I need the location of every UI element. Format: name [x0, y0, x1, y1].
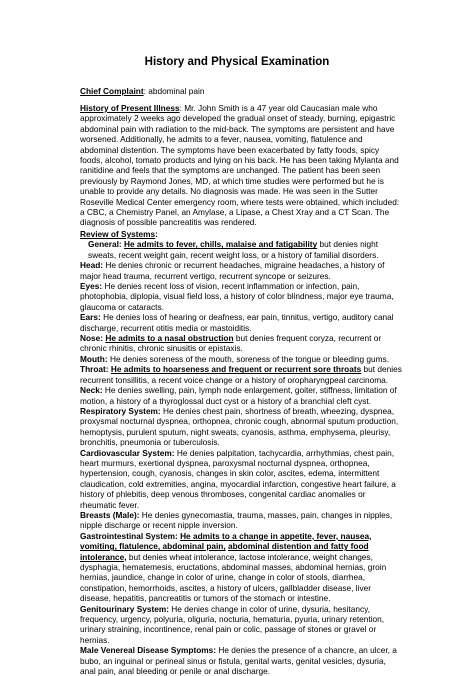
ros-mvd-label: Male Venereal Disease Symptoms: [80, 645, 217, 656]
ros-breasts [80, 510, 402, 531]
document-title: History and Physical Examination [144, 56, 330, 68]
ros-neck-text: He denies swelling, pain, lymph node enlargement, goiter, stiffness, limitation of motion, a history of a thyroglossal duct cyst or a history of a branchial cleft cyst. [80, 385, 397, 406]
ros-throat-emph: He admits to hoarseness and frequent or recurrent sore throats [110, 364, 362, 375]
ros-breasts-label: Breasts (Male): [80, 509, 140, 520]
ros-nose-label: Nose: [80, 333, 104, 344]
ros-mouth-text: He denies soreness of the mouth, soreness of the tongue or bleeding gums. [107, 353, 390, 364]
ros-ears [80, 312, 402, 333]
ros-heading [80, 229, 402, 239]
ros-respiratory-text: He denies chest pain, shortness of breath, wheezing, dyspnea, proxysmal nocturnal dyspnea, orthopnea, chronic cough, abnormal sputum production, hemoptysis, purulent sputum, night sweats, cyanosis, asthma, emphysema, pleurisy, bronchitis, pneumonia or tuberculosis. [80, 405, 399, 448]
ros-gi-emph-2: abdominal distention and fatty food intolerance, [80, 541, 369, 562]
ros-eyes-label: Eyes: [80, 281, 103, 292]
ros-general-label: General: [88, 239, 122, 250]
ros-general-emph: He admits to fever, chills, malaise and fatigability [123, 239, 318, 250]
ros-nose-emph: He admits to a nasal obstruction [105, 333, 234, 344]
ros-gu-label: Genitourinary System: [80, 603, 169, 614]
ros-throat-label: Throat: [80, 364, 109, 375]
ros-gastrointestinal [80, 531, 402, 604]
ros-breasts-text: He denies gynecomastia, trauma, masses, pain, changes in nipples, nipple discharge or recent nipple inversion. [80, 509, 393, 531]
ros-ears-label: Ears: [80, 312, 101, 323]
ros-ears-text: He denies loss of hearing or deafness, ear pain, tinnitus, vertigo, auditory canal discharge, recurrent otitis media or mastoiditis. [80, 312, 394, 333]
ros-gu-text: He denies change in color of urine, dysuria, hesitancy, frequency, urgency, polyuria, oliguria, nocturia, hematuria, pyuria, urinary retention, urinary straining, incontinence, renal pain or colic, passage of stones or gravel or hernias. [80, 603, 385, 645]
ros-male-venereal [80, 645, 402, 676]
ros-mouth [80, 354, 402, 364]
ros-general [80, 239, 402, 260]
ros-cardiovascular-text: He denies palpitation, tachycardia, arrhythmias, chest pain, heart murmurs, exertional dyspnea, paroxysmal nocturnal dyspnea, orthopnea, hypertension, cough, cyanosis, changes in skin color, ascites, edema, intermittent claudication, cold extremities, angina, myocardial infarction, congestive heart failure, a history of phlebitis, deep venous thromboses, congenital cardiac anomalies or rheumatic fever. [80, 447, 396, 510]
ros-respiratory-label: Respiratory System: [80, 405, 161, 416]
ros-throat-text: but denies recurrent tonsillitis, a recent voice change or a history of oropharyngpeal carcinoma. [80, 364, 402, 385]
hpi-label: History of Present Illness [80, 103, 180, 113]
ros-gi-label: Gastrointestinal System: [80, 530, 178, 541]
ros-genitourinary [80, 604, 402, 646]
ros-head-label: Head: [80, 260, 104, 271]
ros-neck [80, 385, 402, 406]
chief-complaint-label: Chief Complaint [80, 86, 144, 96]
ros-cardiovascular-label: Cardiovascular System: [80, 447, 175, 458]
ros-mvd-text: He denies the presence of a chancre, an ulcer, a bubo, an inguinal or perineal sinus or fistula, genital warts, genital vesicles, dysuria, anal pain, anal bleeding or penile or anal discharge. [80, 645, 397, 676]
hpi-paragraph [80, 103, 402, 228]
ros-head-text: He denies chronic or recurrent headaches, migraine headaches, a history of major head trauma, recurrent vertigo, recurrent syncope or seizures. [80, 260, 385, 281]
review-of-systems [80, 229, 402, 676]
chief-complaint [80, 86, 402, 96]
ros-nose-text: but denies frequent coryza, recurrent or chronic rhinitis, chronic sinusitis or epistaxis. [80, 333, 382, 354]
ros-eyes [80, 281, 402, 312]
hpi-text: : Mr. John Smith is a 47 year old Caucasian male who approximately 2 weeks ago developed the gradual onset of steady, burning, epigastric abdominal pain with radiation to the mid-back. The symptoms are persistent and have worsened. Additionally, he admits to a fever, nausea, vomiting, flatulence and abdominal distention. The symptoms have been exacerbated by fatty foods, spicy foods, alcohol, tomato products and lying on his back. He has been taking Mylanta and ranitidine and feels that the symptoms are unchanged. The patient has been seen previously by Raymond Jones, MD, at which time studies were performed but he is unable to provide any details. No diagnosis was made. He was seen in the Sutter Roseville Medical Center emergency room, where tests were obtained, which included: a CBC, a Chemistry Panel, an Amylase, a Lipase, a Chest Xray and a CT Scan. The diagnosis of possible pancreatitis was rendered. [80, 103, 400, 228]
ros-nose [80, 333, 402, 354]
ros-colon: : [155, 229, 158, 239]
ros-gi-text: but denies wheat intolerance, lactose intolerance, weight changes, dysphagia, hematemesis, eructations, abdominal masses, abdominal hernias, groin hernias, jaundice, change in color of urine, change in color of stools, diarrhea, constipation, hemorrhoids, ascites, a history of ulcers, gallbladder disease, liver disease, hepatitis, pancreatitis or tumors of the stomach or intestine. [80, 551, 387, 604]
ros-label: Review of Systems [80, 229, 156, 239]
ros-eyes-text: He denies recent loss of vision, recent inflammation or infection, pain, photophobia, diplopia, visual field loss, a history of color blindness, major eye trauma, glaucoma or cataracts. [80, 281, 394, 312]
ros-throat [80, 364, 402, 385]
chief-complaint-text: : abdominal pain [143, 86, 205, 96]
ros-cardiovascular [80, 448, 402, 510]
ros-gi-emph-1: He admits to a change in appetite, fever, nausea, vomiting, flatulence, abdominal pain, [80, 530, 372, 552]
ros-head [80, 260, 402, 281]
ros-respiratory [80, 406, 402, 448]
ros-general-text: but denies night sweats, recent weight gain, recent weight loss, or a history of familial disorders. [88, 239, 379, 260]
ros-neck-label: Neck: [80, 385, 103, 396]
ros-mouth-label: Mouth: [80, 353, 108, 364]
